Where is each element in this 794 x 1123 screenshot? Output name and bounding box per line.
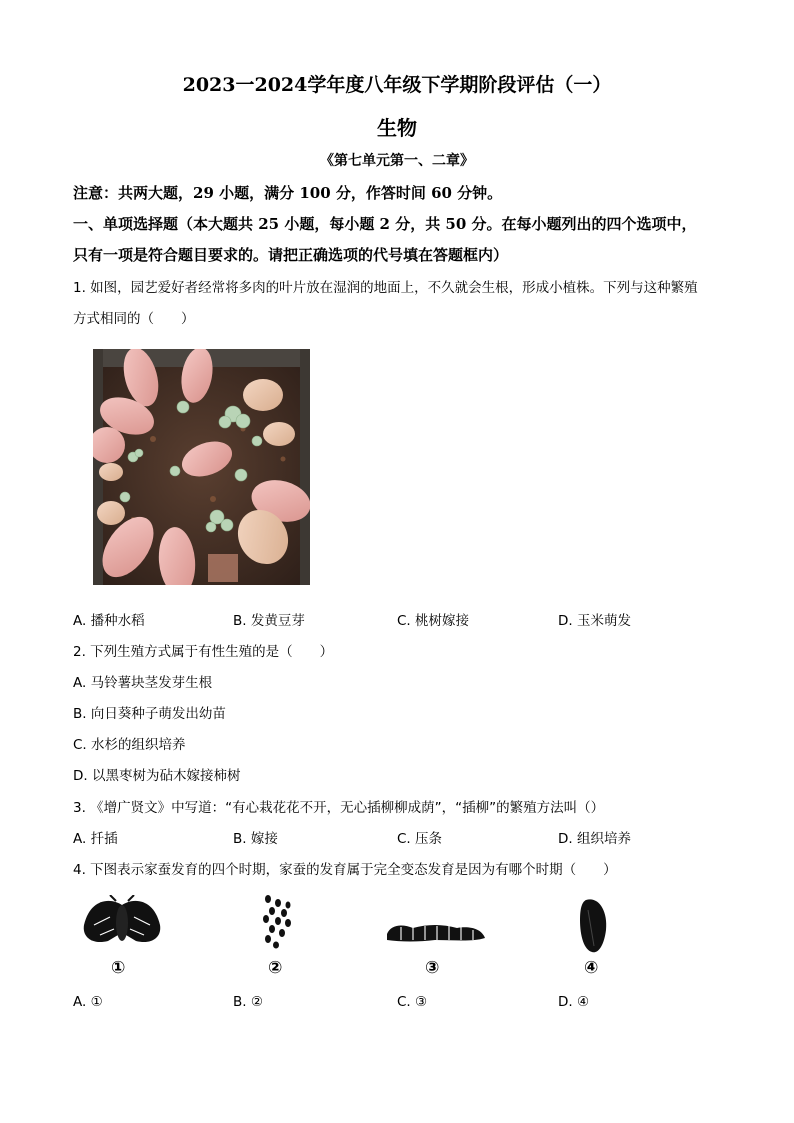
succulent-leaves-photo	[93, 349, 310, 585]
subject-title: 生物	[377, 116, 417, 140]
silkworm-larva-icon	[383, 918, 487, 946]
page-title: 2023一2024学年度八年级下学期阶段评估（一）	[182, 74, 612, 96]
question-3-option-a[interactable]: A. 扦插	[73, 831, 118, 847]
question-1-option-d[interactable]: D. 玉米萌发	[558, 613, 631, 629]
question-3-option-c[interactable]: C. 压条	[397, 831, 443, 847]
question-1-option-a[interactable]: A. 播种水稻	[73, 613, 145, 629]
question-1-stem-line2: 方式相同的（ ）	[73, 311, 195, 327]
stage-label-3: ③	[425, 958, 440, 978]
stage-label-4: ④	[584, 958, 599, 978]
silkworm-pupa-icon	[576, 896, 610, 956]
question-1-option-c[interactable]: C. 桃树嫁接	[397, 613, 470, 629]
section-heading-line1: 一、单项选择题（本大题共 25 小题，每小题 2 分，共 50 分。在每小题列出的四个选项中，	[73, 215, 697, 233]
silkworm-egg-icon	[258, 893, 298, 949]
question-2-stem: 2. 下列生殖方式属于有性生殖的是（ ）	[73, 644, 334, 660]
section-heading-line2: 只有一项是符合题目要求的。请把正确选项的代号填在答题框内）	[73, 246, 509, 264]
stage-label-1: ①	[111, 958, 126, 978]
question-2-option-c[interactable]: C. 水杉的组织培养	[73, 737, 186, 753]
question-4-option-d[interactable]: D. ④	[558, 994, 590, 1010]
question-3-option-d[interactable]: D. 组织培养	[558, 831, 631, 847]
question-4-option-b[interactable]: B. ②	[233, 994, 263, 1010]
silkworm-adult-moth-icon	[80, 895, 164, 949]
question-3-stem: 3. 《增广贤文》中写道：“有心栽花花不开，无心插柳柳成荫”，“插柳”的繁殖方法叫（）	[73, 800, 605, 816]
question-4-option-a[interactable]: A. ①	[73, 994, 103, 1010]
question-1-option-b[interactable]: B. 发黄豆芽	[233, 613, 305, 629]
stage-label-2: ②	[268, 958, 283, 978]
scope-subtitle: 《第七单元第一、二章》	[320, 153, 474, 169]
question-2-option-b[interactable]: B. 向日葵种子萌发出幼苗	[73, 706, 226, 722]
question-3-option-b[interactable]: B. 嫁接	[233, 831, 278, 847]
question-4-option-c[interactable]: C. ③	[397, 994, 428, 1010]
question-4-stem: 4. 下图表示家蚕发育的四个时期，家蚕的发育属于完全变态发育是因为有哪个时期（ ）	[73, 862, 617, 878]
question-2-option-d[interactable]: D. 以黑枣树为砧木嫁接柿树	[73, 768, 241, 784]
question-1-stem-line1: 1. 如图，园艺爱好者经常将多肉的叶片放在湿润的地面上，不久就会生根，形成小植株。下列与这种繁殖	[73, 280, 698, 296]
question-2-option-a[interactable]: A. 马铃薯块茎发芽生根	[73, 675, 213, 691]
notice: 注意：共两大题，29 小题，满分 100 分，作答时间 60 分钟。	[73, 184, 503, 202]
